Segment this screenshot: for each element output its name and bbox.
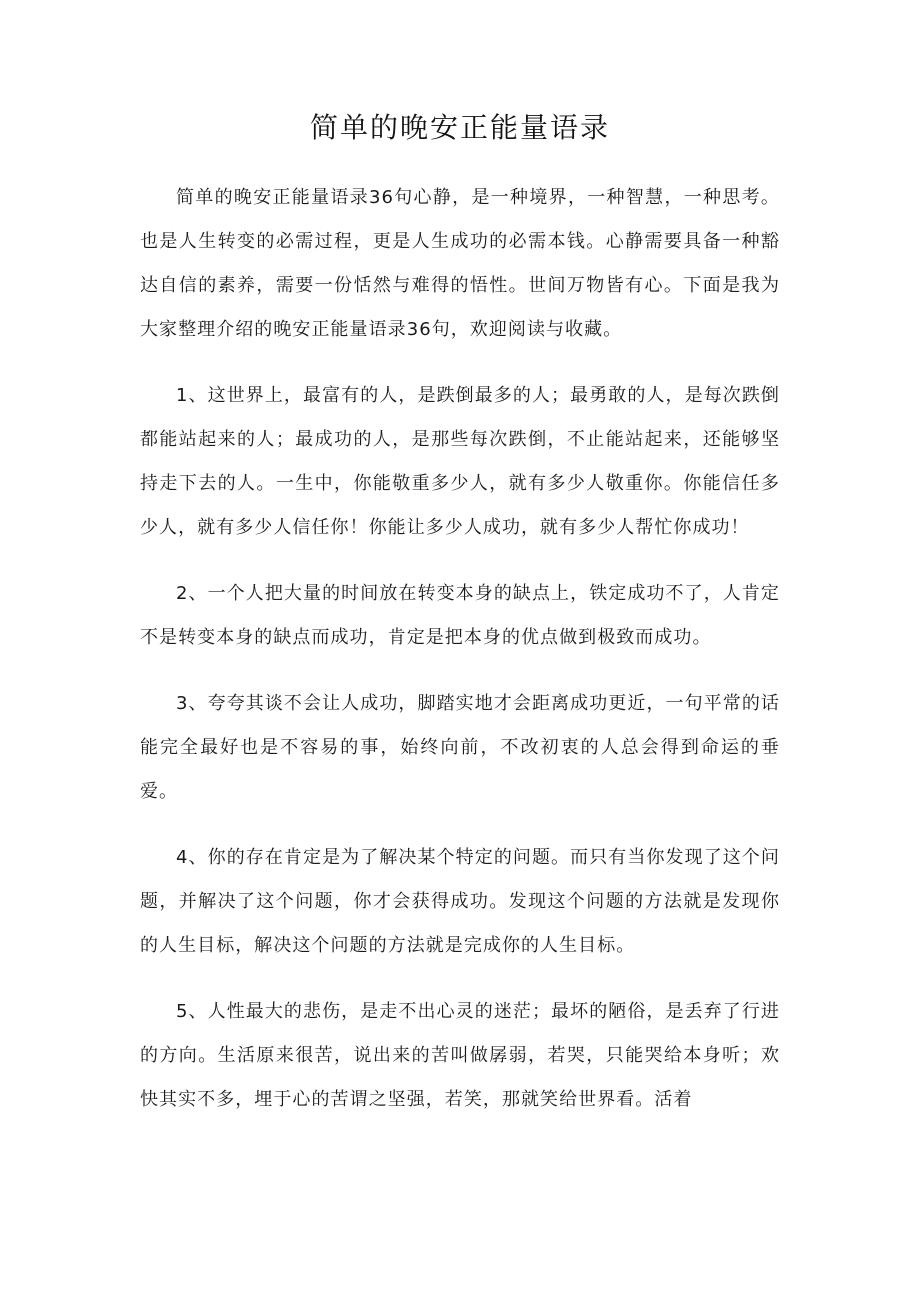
quote-paragraph-1: 1、这世界上，最富有的人，是跌倒最多的人；最勇敢的人，是每次跌倒都能站起来的人；最成功的人，是那些每次跌倒，不止能站起来，还能够坚持走下去的人。一生中，你能敬重多少人，就有多少人敬重你。你能信任多少人，就有多少人信任你！你能让多少人成功，就有多少人帮忙你成功！ — [140, 385, 780, 538]
intro-paragraph: 简单的晚安正能量语录36句心静，是一种境界，一种智慧，一种思考。也是人生转变的必需过程，更是人生成功的必需本钱。心静需要具备一种豁达自信的素养，需要一份恬然与难得的悟性。世间万物皆有心。下面是我为大家整理介绍的晚安正能量语录36句，欢迎阅读与收藏。 — [140, 187, 780, 340]
quote-paragraph-5: 5、人性最大的悲伤，是走不出心灵的迷茫；最坏的陋俗，是丢弃了行进的方向。生活原来很苦，说出来的苦叫做孱弱，若哭，只能哭给本身听；欢快其实不多，埋于心的苦谓之坚强，若笑，那就笑给世界看。活着 — [140, 1001, 780, 1110]
page-title: 简单的晚安正能量语录 — [309, 111, 610, 144]
document-body — [140, 176, 780, 1144]
quote-paragraph-4: 4、你的存在肯定是为了解决某个特定的问题。而只有当你发现了这个问题，并解决了这个问题，你才会获得成功。发现这个问题的方法就是发现你的人生目标，解决这个问题的方法就是完成你的人生目标。 — [140, 847, 780, 956]
quote-paragraph-2: 2、一个人把大量的时间放在转变本身的缺点上，铁定成功不了，人肯定不是转变本身的缺点而成功，肯定是把本身的优点做到极致而成功。 — [140, 583, 780, 648]
quote-paragraph-3: 3、夸夸其谈不会让人成功，脚踏实地才会距离成功更近，一句平常的话能完全最好也是不容易的事，始终向前，不改初衷的人总会得到命运的垂爱。 — [140, 693, 780, 802]
